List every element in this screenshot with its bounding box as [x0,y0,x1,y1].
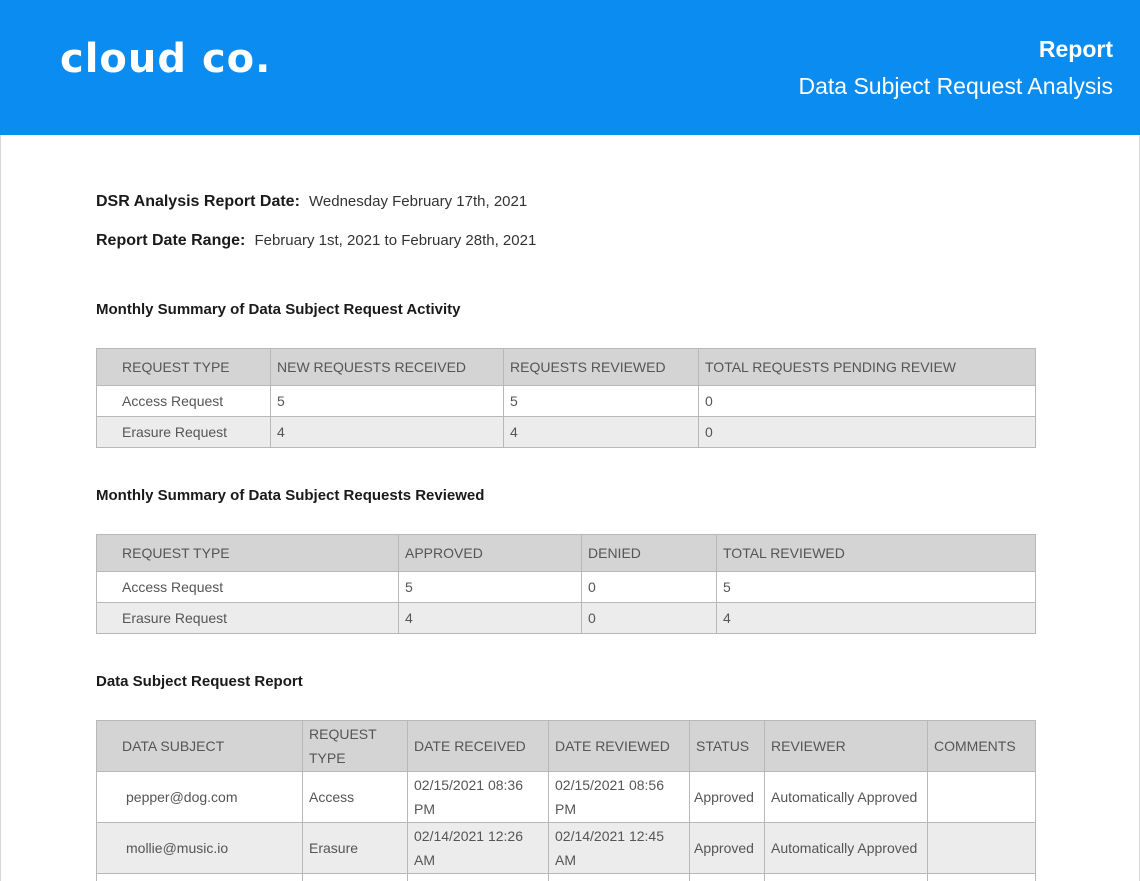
table-cell [928,823,1036,874]
table-cell [549,874,690,881]
report-header [0,0,1140,135]
report-date-value: Wednesday February 17th, 2021 [309,193,528,210]
table-cell: Erasure [303,823,408,874]
column-header: TOTAL REQUESTS PENDING REVIEW [699,349,1036,386]
column-header: DATA SUBJECT [97,721,303,772]
table-header-row [97,349,1036,386]
table-cell: Access Request [97,386,271,417]
column-header: REQUEST TYPE [303,721,408,772]
table-row [97,386,1036,417]
table-cell [303,874,408,881]
company-logo: cloud co. [60,36,272,82]
table-cell: pepper@dog.com [97,772,303,823]
column-header: COMMENTS [928,721,1036,772]
reviewed-section-title: Monthly Summary of Data Subject Requests Reviewed [96,487,485,504]
table-cell: Automatically Approved [765,823,928,874]
table-cell: 5 [504,386,699,417]
table-row [97,417,1036,448]
date-range-line [96,230,536,250]
column-header: REQUESTS REVIEWED [504,349,699,386]
table-cell: 02/14/2021 12:26 AM [408,823,549,874]
column-header: REVIEWER [765,721,928,772]
table-header-row [97,535,1036,572]
table-cell: 5 [271,386,504,417]
table-cell: Approved [690,772,765,823]
table-cell [690,874,765,881]
table-row [97,772,1036,823]
table-cell: Access Request [97,572,399,603]
table-cell: 02/14/2021 12:45 AM [549,823,690,874]
table-cell: mollie@music.io [97,823,303,874]
table-cell: Erasure Request [97,603,399,634]
table-cell [97,874,303,881]
column-header: NEW REQUESTS RECEIVED [271,349,504,386]
column-header: REQUEST TYPE [97,349,271,386]
table-cell: 02/15/2021 08:56 PM [549,772,690,823]
table-cell [928,874,1036,881]
table-cell: 0 [582,572,717,603]
table-cell: 0 [699,417,1036,448]
column-header: REQUEST TYPE [97,535,399,572]
activity-table [96,348,1036,448]
column-header: DATE REVIEWED [549,721,690,772]
report-date-line [96,191,527,211]
table-cell: 4 [271,417,504,448]
activity-section-title: Monthly Summary of Data Subject Request Activity [96,301,461,318]
table-cell: Automatically Approved [765,772,928,823]
table-cell: 5 [717,572,1036,603]
table-cell: 0 [582,603,717,634]
table-cell: Approved [690,823,765,874]
report-subtitle: Data Subject Request Analysis [798,73,1113,99]
date-range-value: February 1st, 2021 to February 28th, 2021 [254,232,537,249]
table-row [97,874,1036,881]
table-cell [408,874,549,881]
table-cell: 4 [717,603,1036,634]
column-header: DATE RECEIVED [408,721,549,772]
table-cell: 02/15/2021 08:36 PM [408,772,549,823]
report-title: Report [1038,36,1113,62]
table-row [97,572,1036,603]
table-cell: 4 [399,603,582,634]
column-header: APPROVED [399,535,582,572]
dsr-report-table [96,720,1036,881]
table-cell [765,874,928,881]
table-cell: 0 [699,386,1036,417]
reviewed-table [96,534,1036,634]
table-header-row [97,721,1036,772]
dsr-report-section-title: Data Subject Request Report [96,673,303,690]
column-header: STATUS [690,721,765,772]
table-cell: 4 [504,417,699,448]
date-range-label: Report Date Range: [96,232,246,249]
report-date-label: DSR Analysis Report Date: [96,193,300,210]
table-cell: 5 [399,572,582,603]
table-cell [928,772,1036,823]
table-cell: Erasure Request [97,417,271,448]
column-header: DENIED [582,535,717,572]
table-cell: Access [303,772,408,823]
table-row [97,823,1036,874]
table-row [97,603,1036,634]
column-header: TOTAL REVIEWED [717,535,1036,572]
